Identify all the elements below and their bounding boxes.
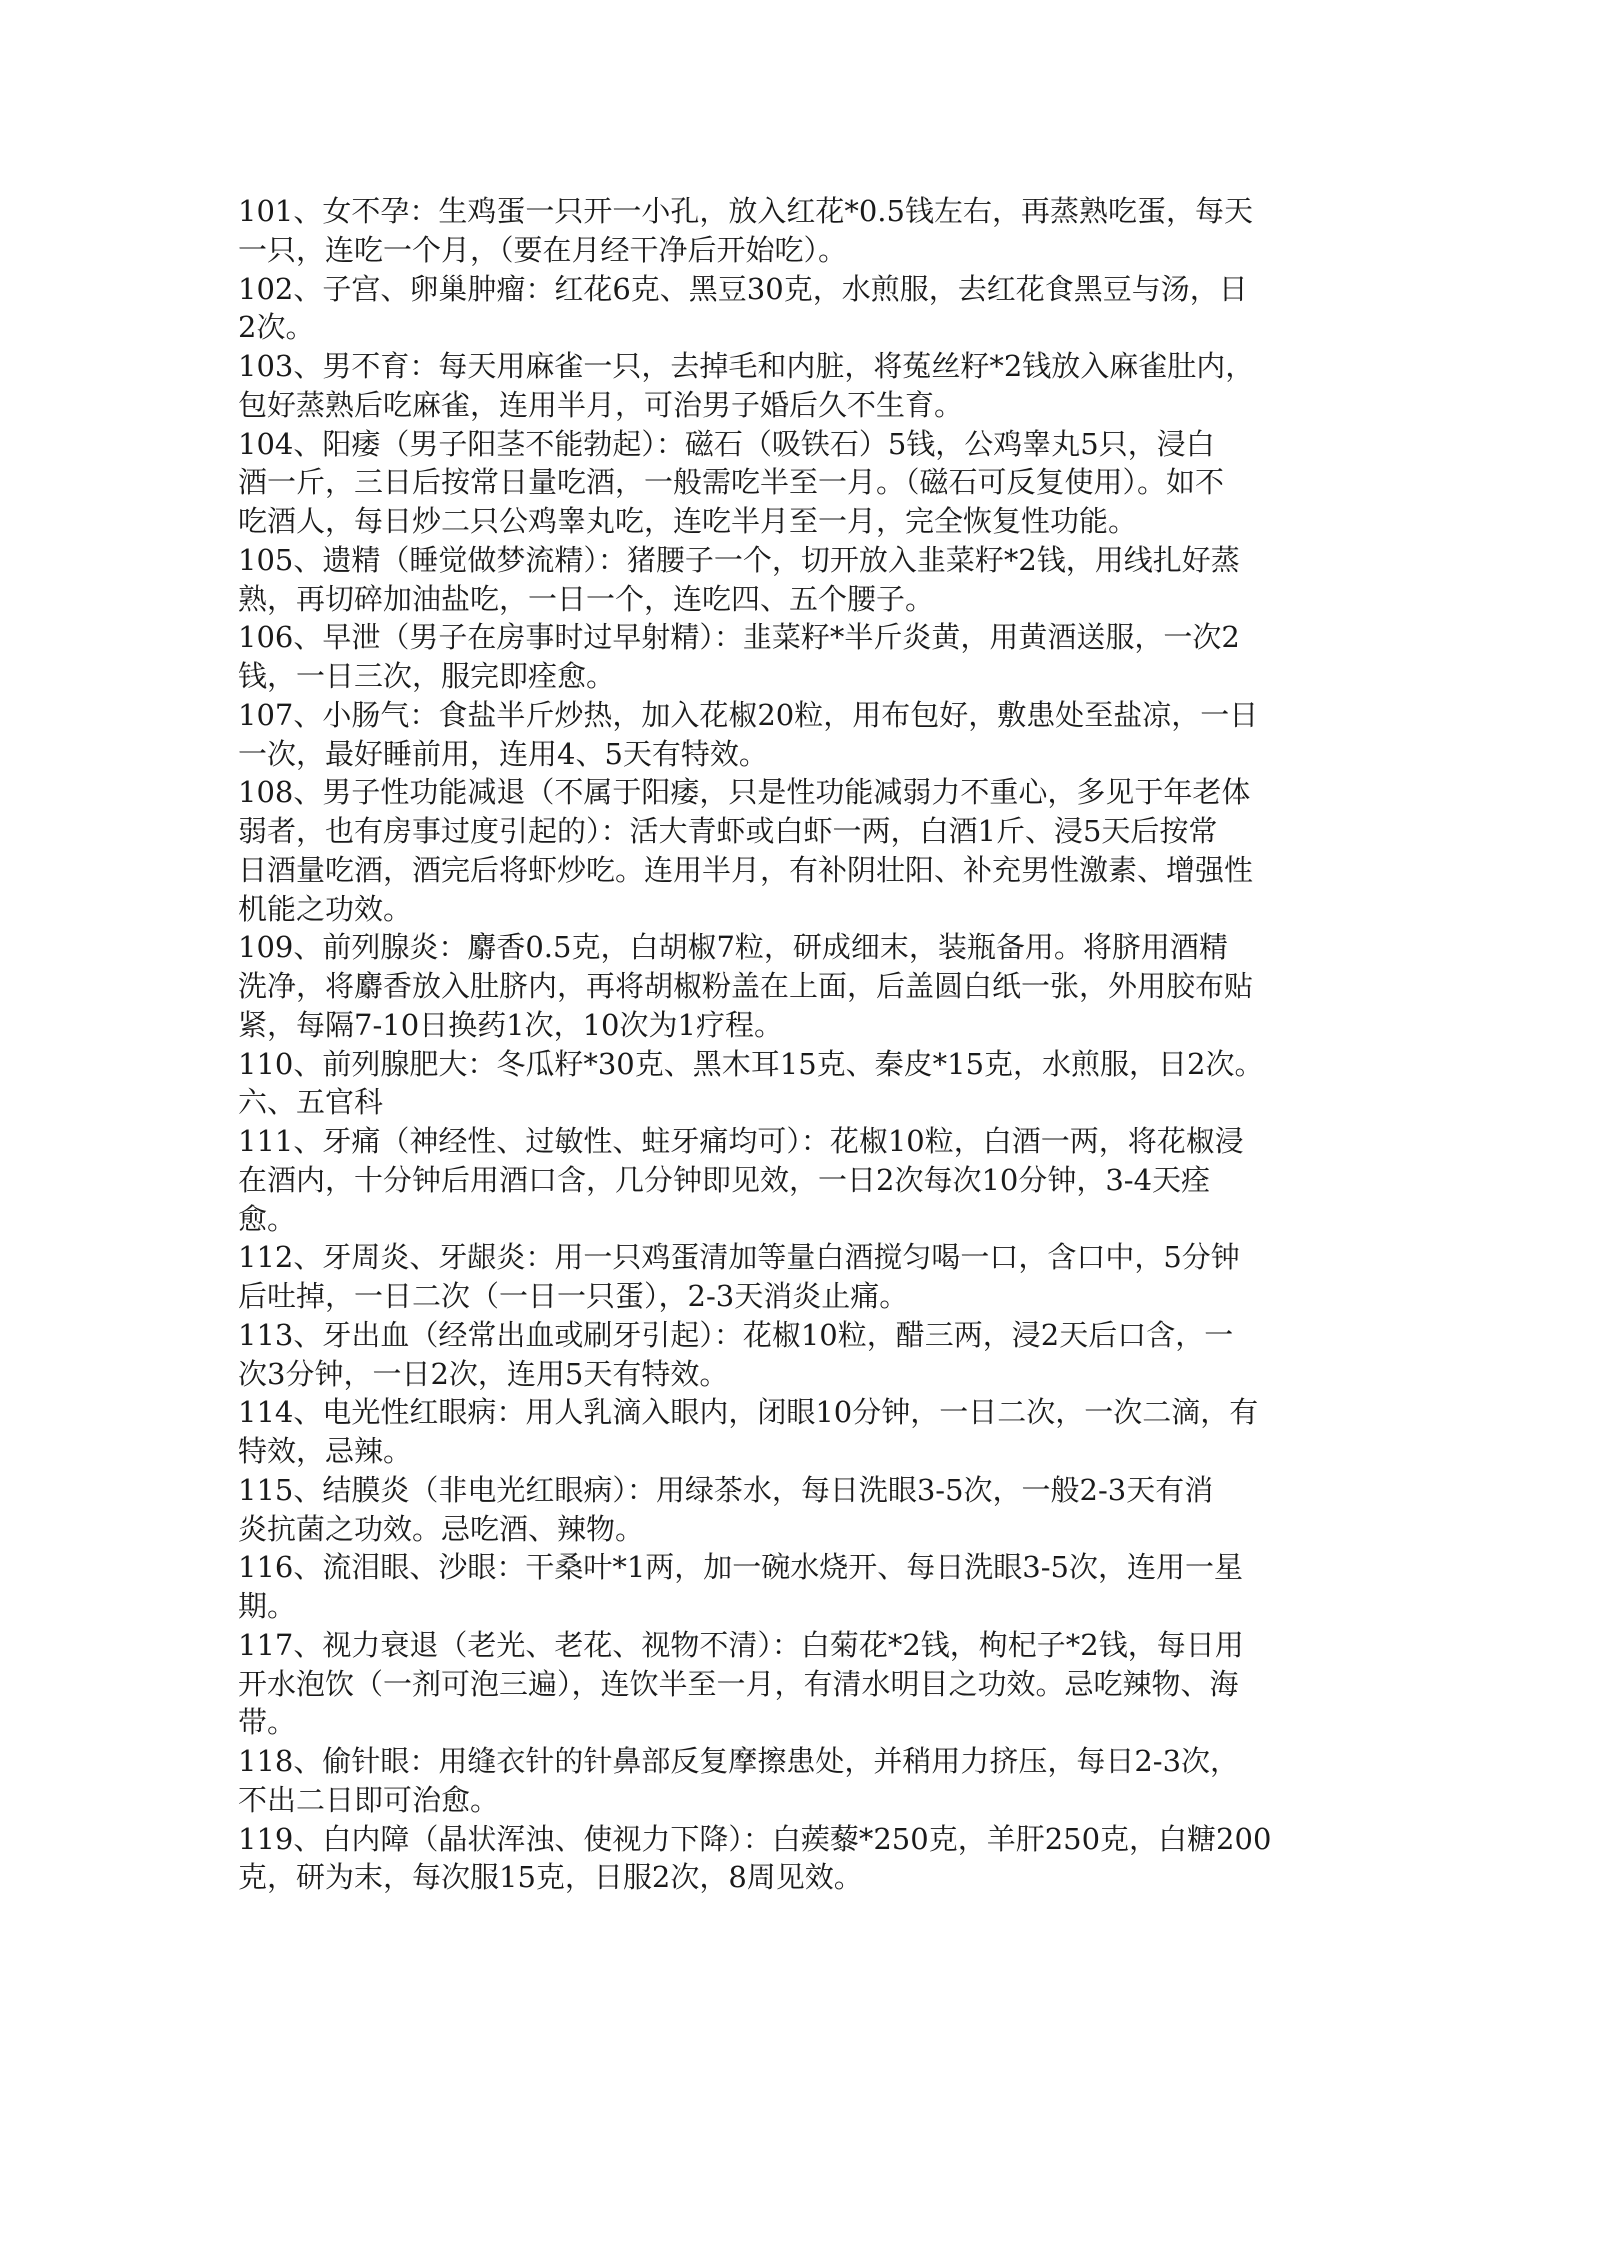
text-line: 后吐掉，一日二次（一日一只蛋），2-3天消炎止痛。 bbox=[238, 1279, 909, 1313]
text-line: 克，研为末，每次服15克，日服2次，8周见效。 bbox=[238, 1860, 863, 1895]
text-line: 113、牙出血（经常出血或刷牙引起）：花椒10粒，醋三两，浸2天后口含，一 bbox=[238, 1317, 1234, 1352]
text-line: 吃酒人，每日炒二只公鸡睾丸吃，连吃半月至一月，完全恢复性功能。 bbox=[238, 504, 1138, 538]
text-line: 一只，连吃一个月，（要在月经干净后开始吃）。 bbox=[238, 232, 848, 267]
text-line: 带。 bbox=[238, 1705, 297, 1740]
text-line: 洗净，将麝香放入肚脐内，再将胡椒粉盖在上面，后盖圆白纸一张，外用胶布贴 bbox=[238, 969, 1254, 1003]
text-line: 次3分钟，一日2次，连用5天有特效。 bbox=[238, 1356, 729, 1391]
text-line: 不出二日即可治愈。 bbox=[238, 1782, 500, 1817]
text-line: 114、电光性红眼病：用人乳滴入眼内，闭眼10分钟，一日二次，一次二滴，有 bbox=[238, 1395, 1259, 1430]
text-line: 119、白内障（晶状浑浊、使视力下降）：白蒺藜*250克，羊肝250克，白糖200 bbox=[238, 1821, 1272, 1856]
text-line: 特效，忌辣。 bbox=[238, 1434, 413, 1468]
text-line: 106、早泄（男子在房事时过早射精）：韭菜籽*半斤炎黄，用黄酒送服，一次2 bbox=[238, 620, 1240, 655]
text-line: 机能之功效。 bbox=[238, 891, 413, 926]
text-line: 111、牙痛（神经性、过敏性、蛀牙痛均可）：花椒10粒，白酒一两，将花椒浸 bbox=[238, 1124, 1244, 1158]
text-line: 107、小肠气：食盐半斤炒热，加入花椒20粒，用布包好，敷患处至盐凉，一日 bbox=[238, 697, 1259, 732]
text-line: 弱者，也有房事过度引起的）：活大青虾或白虾一两，白酒1斤、浸5天后按常 bbox=[238, 814, 1218, 848]
text-line: 愈。 bbox=[238, 1201, 297, 1236]
document-body bbox=[238, 192, 1358, 1897]
text-line: 包好蒸熟后吃麻雀，连用半月，可治男子婚后久不生育。 bbox=[238, 387, 964, 422]
text-line: 日酒量吃酒，酒完后将虾炒吃。连用半月，有补阴壮阳、补充男性激素、增强性 bbox=[238, 852, 1254, 887]
text-line: 2次。 bbox=[238, 310, 315, 345]
text-line: 炎抗菌之功效。忌吃酒、辣物。 bbox=[238, 1511, 645, 1546]
text-line: 102、子宫、卵巢肿瘤：红花6克、黑豆30克，水煎服，去红花食黑豆与汤，日 bbox=[238, 271, 1248, 306]
text-line: 在酒内，十分钟后用酒口含，几分钟即见效，一日2次每次10分钟，3-4天痊 bbox=[238, 1162, 1211, 1197]
text-line: 110、前列腺肥大：冬瓜籽*30克、黑木耳15克、秦皮*15克，水煎服，日2次。 bbox=[238, 1046, 1264, 1081]
text-line: 112、牙周炎、牙龈炎：用一只鸡蛋清加等量白酒搅匀喝一口，含口中，5分钟 bbox=[238, 1240, 1240, 1275]
text-line: 101、女不孕：生鸡蛋一只开一小孔，放入红花*0.5钱左右，再蒸熟吃蛋，每天 bbox=[238, 194, 1253, 228]
text-line: 紧，每隔7-10日换药1次，10次为1疗程。 bbox=[238, 1007, 783, 1042]
text-line: 期。 bbox=[238, 1589, 297, 1623]
text-line: 六、五官科 bbox=[238, 1085, 384, 1120]
text-line: 钱，一日三次，服完即痊愈。 bbox=[238, 659, 616, 693]
text-line: 熟，再切碎加油盐吃，一日一个，连吃四、五个腰子。 bbox=[238, 581, 935, 616]
text-line: 108、男子性功能减退（不属于阳痿，只是性功能减弱力不重心，多见于年老体 bbox=[238, 775, 1251, 810]
text-line: 116、流泪眼、沙眼：干桑叶*1两，加一碗水烧开、每日洗眼3-5次，连用一星 bbox=[238, 1550, 1244, 1585]
text-line: 109、前列腺炎：麝香0.5克，白胡椒7粒，研成细末，装瓶备用。将脐用酒精 bbox=[238, 930, 1228, 965]
text-line: 103、男不育：每天用麻雀一只，去掉毛和内脏，将菟丝籽*2钱放入麻雀肚内， bbox=[238, 349, 1255, 383]
text-line: 开水泡饮（一剂可泡三遍），连饮半至一月，有清水明目之功效。忌吃辣物、海 bbox=[238, 1666, 1239, 1701]
text-line: 115、结膜炎（非电光红眼病）：用绿茶水，每日洗眼3-5次，一般2-3天有消 bbox=[238, 1472, 1214, 1507]
text-line: 105、遗精（睡觉做梦流精）：猪腰子一个，切开放入韭菜籽*2钱，用线扎好蒸 bbox=[238, 542, 1240, 577]
text-line: 117、视力衰退（老光、老花、视物不清）：白菊花*2钱，枸杞子*2钱，每日用 bbox=[238, 1627, 1244, 1662]
text-line: 酒一斤，三日后按常日量吃酒，一般需吃半至一月。（磁石可反复使用）。如不 bbox=[238, 465, 1225, 500]
text-line: 118、偷针眼：用缝衣针的针鼻部反复摩擦患处，并稍用力挤压，每日2-3次， bbox=[238, 1744, 1240, 1778]
text-line: 一次，最好睡前用，连用4、5天有特效。 bbox=[238, 736, 768, 771]
text-line: 104、阳痿（男子阳茎不能勃起）：磁石（吸铁石）5钱，公鸡睾丸5只，浸白 bbox=[238, 426, 1215, 461]
